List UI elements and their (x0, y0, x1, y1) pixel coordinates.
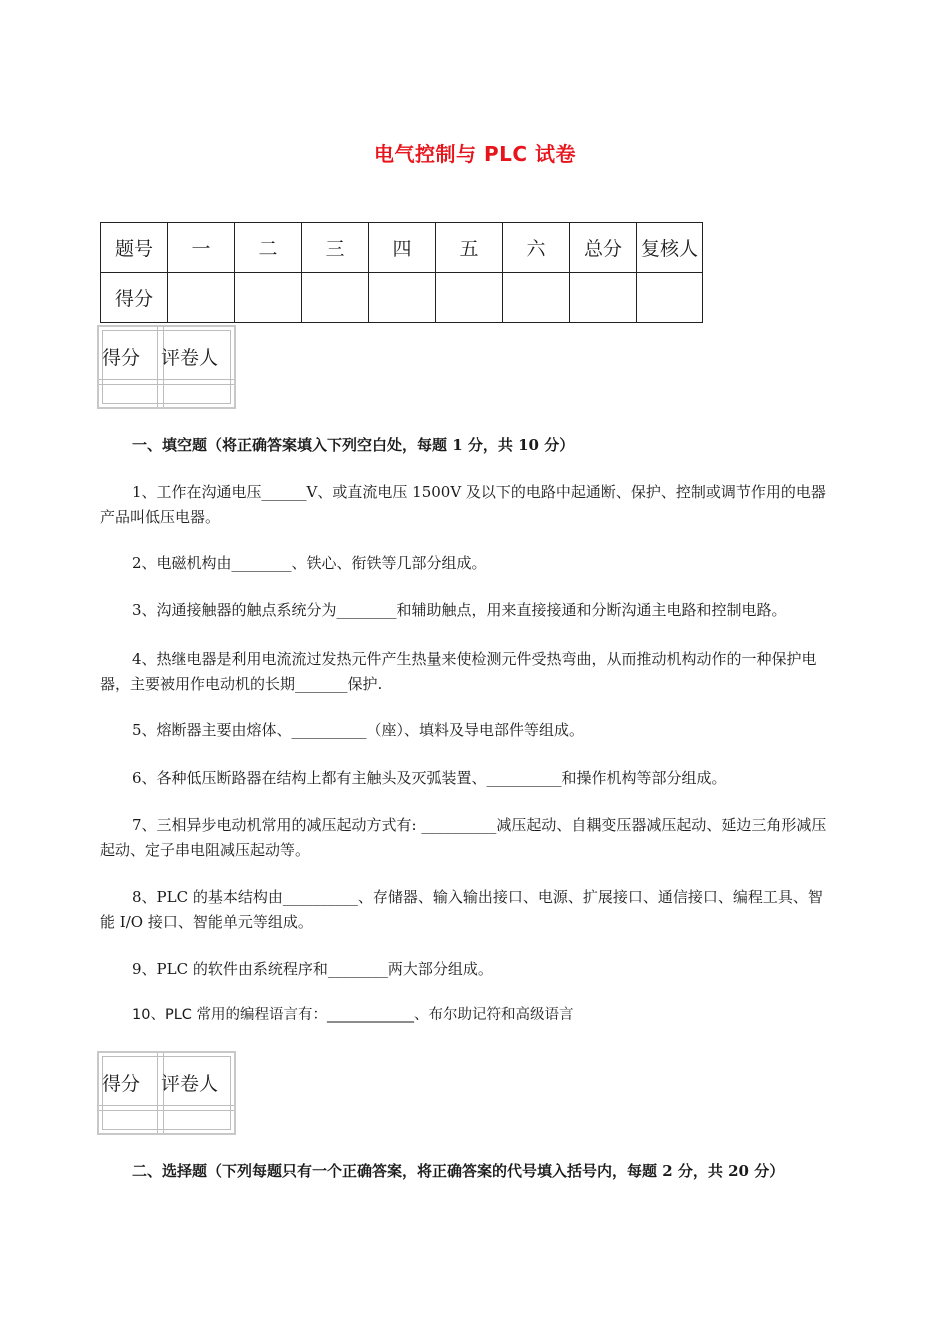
score-cell[interactable] (168, 273, 235, 323)
score-cell[interactable] (637, 273, 703, 323)
grader-score-label: 得分 (102, 1073, 141, 1095)
score-table (100, 222, 703, 323)
grader-box-section2 (97, 1051, 236, 1135)
grader-name-label: 评卷人 (161, 1073, 219, 1095)
score-table-score-row (101, 273, 703, 323)
table-header-cell: 题号 (101, 223, 168, 273)
question-1: 1、工作在沟通电压______V、或直流电压 1500V 及以下的电路中起通断、保护、控制或调节作用的电器产品叫低压电器。 (100, 483, 826, 526)
section2-heading: 二、选择题（下列每题只有一个正确答案，将正确答案的代号填入括号内，每题 2 分，共 20 分） (132, 1162, 785, 1180)
question-6: 6、各种低压断路器在结构上都有主触头及灭弧装置、__________和操作机构等部分组成。 (132, 769, 727, 787)
grader-box-divider (99, 1105, 234, 1111)
page-title: 电气控制与 PLC 试卷 (373, 142, 576, 166)
grader-box-divider (99, 379, 234, 385)
table-header-cell: 复核人 (637, 223, 703, 273)
table-header-cell: 一 (168, 223, 235, 273)
table-header-cell: 五 (436, 223, 503, 273)
grader-name-label: 评卷人 (161, 347, 219, 369)
table-header-cell: 二 (235, 223, 302, 273)
question-4: 4、热继电器是利用电流流过发热元件产生热量来使检测元件受热弯曲，从而推动机构动作的一种保护电器，主要被用作电动机的长期_______保护. (100, 650, 817, 693)
question-5: 5、熔断器主要由熔体、__________（座）、填料及导电部件等组成。 (132, 721, 585, 739)
table-header-cell: 六 (503, 223, 570, 273)
table-header-cell: 总分 (570, 223, 637, 273)
question-8: 8、PLC 的基本结构由__________、存储器、输入输出接口、电源、扩展接口、通信接口、编程工具、智能 I/O 接口、智能单元等组成。 (100, 888, 823, 931)
score-cell[interactable] (570, 273, 637, 323)
question-10: 10、PLC 常用的编程语言有：____________、布尔助记符和高级语言 (132, 1007, 574, 1023)
grader-score-label: 得分 (102, 347, 141, 369)
score-row-label: 得分 (101, 273, 168, 323)
question-2: 2、电磁机构由________、铁心、衔铁等几部分组成。 (132, 554, 487, 572)
question-9: 9、PLC 的软件由系统程序和________两大部分组成。 (132, 960, 493, 978)
table-header-cell: 四 (369, 223, 436, 273)
score-cell[interactable] (436, 273, 503, 323)
table-header-cell: 三 (302, 223, 369, 273)
question-3: 3、沟通接触器的触点系统分为________和辅助触点，用来直接接通和分断沟通主电路和控制电路。 (132, 601, 787, 619)
question-7: 7、三相异步电动机常用的减压起动方式有: __________减压起动、自耦变压器减压起动、延边三角形减压起动、定子串电阻减压起动等。 (100, 816, 827, 859)
score-cell[interactable] (503, 273, 570, 323)
score-table-header-row (101, 223, 703, 273)
score-cell[interactable] (302, 273, 369, 323)
score-cell[interactable] (369, 273, 436, 323)
section1-heading: 一、填空题（将正确答案填入下列空白处，每题 1 分，共 10 分） (132, 436, 575, 454)
grader-box-section1 (97, 325, 236, 409)
score-cell[interactable] (235, 273, 302, 323)
